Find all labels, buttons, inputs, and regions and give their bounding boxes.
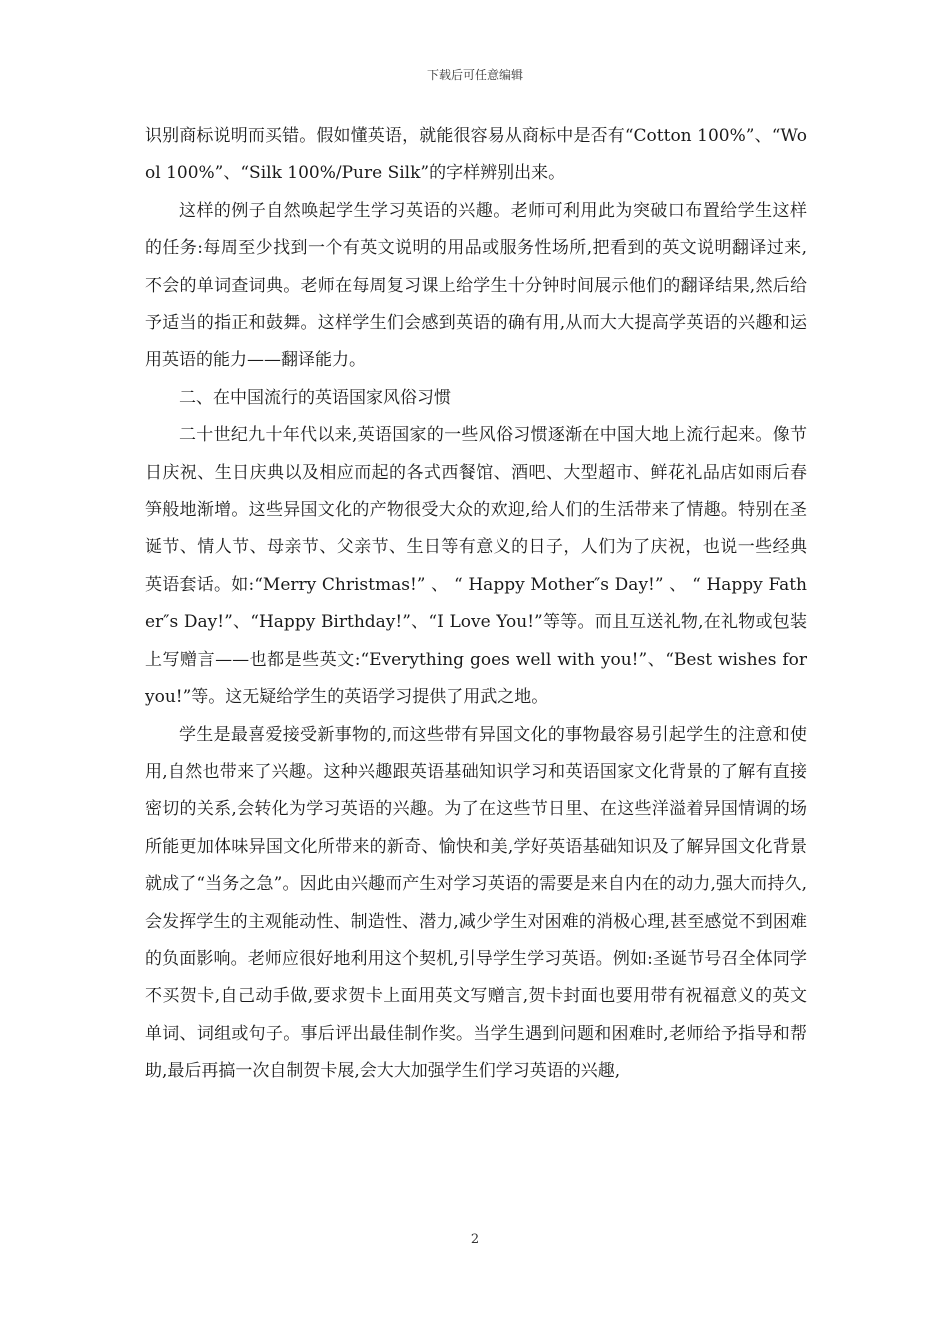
paragraph-customs: 二十世纪九十年代以来,英语国家的一些风俗习惯逐渐在中国大地上流行起来。像节日庆祝、生日庆典以及相应而起的各式西餐馆、酒吧、大型超市、鲜花礼品店如雨后春笋般地渐增。这些异国文化的产物很受大众的欢迎,给人们的生活带来了情趣。特别在圣诞节、情人节、母亲节、父亲节、生日等有意义的日子，人们为了庆祝，也说一些经典英语套话。如:“Merry Christmas!” 、 “ Happy Mother″s Day!” 、 “ Happy Father″s Day!”、“Happy Birthday!”、“I Love You!”等等。而且互送礼物,在礼物或包装上写赠言——也都是些英文:“Everything goes well with you!”、“Best wishes for you!”等。这无疑给学生的英语学习提供了用武之地。 — [145, 425, 807, 708]
page-header: 下载后可任意编辑 — [426, 68, 523, 82]
section-heading: 二、在中国流行的英语国家风俗习惯 — [179, 387, 451, 408]
paragraph-translation-task: 这样的例子自然唤起学生学习英语的兴趣。老师可利用此为突破口布置给学生这样的任务:每周至少找到一个有英文说明的用品或服务性场所,把看到的英文说明翻译过来,不会的单词查词典。老师在每周复习课上给学生十分钟时间展示他们的翻译结果,然后给予适当的指正和鼓舞。这样学生们会感到英语的确有用,从而大大提高学英语的兴趣和运用英语的能力——翻译能力。 — [145, 200, 807, 371]
page-number: 2 — [470, 1232, 480, 1247]
paragraph-interest: 学生是最喜爱接受新事物的,而这些带有异国文化的事物最容易引起学生的注意和使用,自然也带来了兴趣。这种兴趣跟英语基础知识学习和英语国家文化背景的了解有直接密切的关系,会转化为学习英语的兴趣。为了在这些节日里、在这些洋溢着异国情调的场所能更加体味异国文化所带来的新奇、愉快和美,学好英语基础知识及了解异国文化背景就成了“当务之急”。因此由兴趣而产生对学习英语的需要是来自内在的动力,强大而持久,会发挥学生的主观能动性、制造性、潜力,减少学生对困难的消极心理,甚至感觉不到困难的负面影响。老师应很好地利用这个契机,引导学生学习英语。例如:圣诞节号召全体同学不买贺卡,自己动手做,要求贺卡上面用英文写赠言,贺卡封面也要用带有祝福意义的英文单词、词组或句子。事后评出最佳制作奖。当学生遇到问题和困难时,老师给予指导和帮助,最后再搞一次自制贺卡展,会大大加强学生们学习英语的兴趣, — [145, 724, 807, 1082]
paragraph-continuation: 识别商标说明而买错。假如懂英语，就能很容易从商标中是否有“Cotton 100%”、“Wool 100%”、“Silk 100%/Pure Silk”的字样辨别出来。 — [145, 126, 807, 184]
document-body — [145, 118, 807, 1091]
